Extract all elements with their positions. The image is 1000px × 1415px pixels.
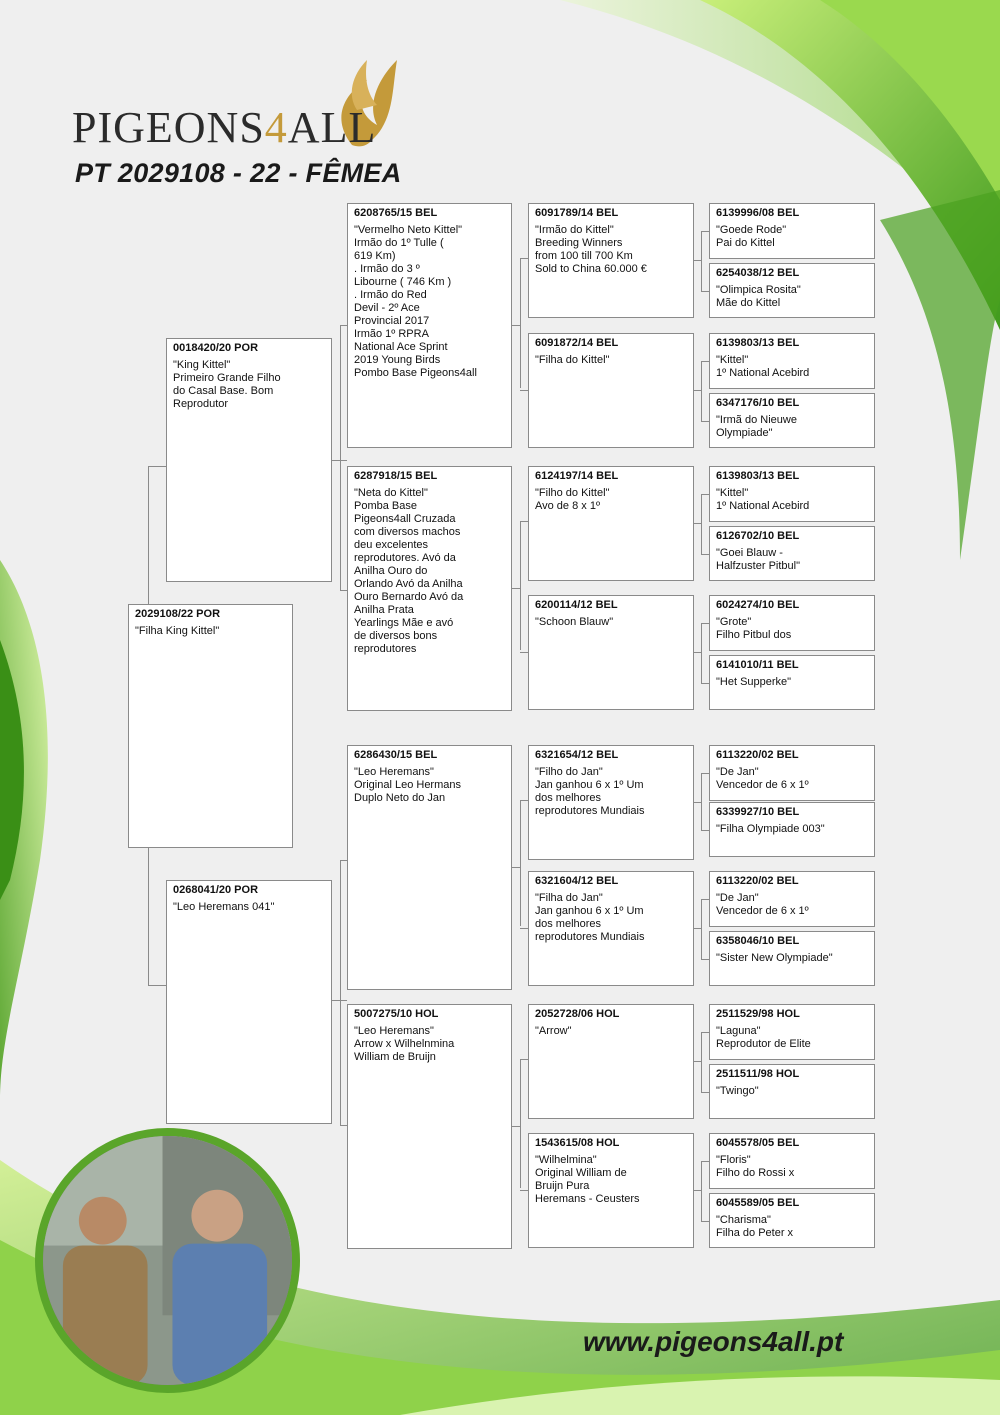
pedigree-box-gen5 <box>709 931 875 986</box>
bird-description: "Filho do Kittel" Avo de 8 x 1º <box>535 487 610 512</box>
ring-number: 6139996/08 BEL <box>716 207 800 219</box>
connector-line <box>701 494 709 495</box>
pedigree-box-gen5 <box>709 466 875 522</box>
connector-line <box>701 1092 709 1093</box>
pedigree-box-gen5 <box>709 1193 875 1248</box>
ring-number: 6091789/14 BEL <box>535 207 619 219</box>
pedigree-box-gen3 <box>347 466 512 711</box>
bird-description: "Leo Heremans" Arrow x Wilhelnmina William de Bruijn <box>354 1025 455 1063</box>
connector-line <box>701 554 709 555</box>
connector-line <box>701 899 709 900</box>
ring-number: 6358046/10 BEL <box>716 935 800 947</box>
connector-line <box>340 325 347 326</box>
ring-number: 6126702/10 BEL <box>716 530 800 542</box>
bird-description: "Twingo" <box>716 1085 759 1097</box>
bird-description: "Sister New Olympiade" <box>716 952 833 964</box>
pigeons4all-logo <box>72 50 402 150</box>
pedigree-box-gen5 <box>709 1004 875 1060</box>
pedigree-box-gen5 <box>709 203 875 259</box>
connector-line <box>701 899 702 959</box>
connector-line <box>701 291 709 292</box>
connector-line <box>701 421 709 422</box>
ring-number: 1543615/08 HOL <box>535 1137 620 1149</box>
website-url[interactable]: www.pigeons4all.pt <box>583 1326 844 1357</box>
pedigree-box-gen5 <box>709 263 875 318</box>
pedigree-box-gen4 <box>528 466 694 581</box>
ring-number: 0018420/20 POR <box>173 342 259 354</box>
connector-line <box>701 683 709 684</box>
bird-description: "De Jan" Vencedor de 6 x 1º <box>716 766 809 791</box>
bird-description: "Filha King Kittel" <box>135 625 220 637</box>
pedigree-box-gen4 <box>528 333 694 448</box>
connector-line <box>148 466 166 467</box>
bird-description: "Leo Heremans 041" <box>173 901 275 913</box>
connector-line <box>701 494 702 554</box>
bird-description: "Filha Olympiade 003" <box>716 823 825 835</box>
connector-line <box>520 1190 528 1191</box>
bird-description: "Irmã do Nieuwe Olympiade" <box>716 414 797 439</box>
bird-description: "Leo Heremans" Original Leo Hermans Duplo Neto do Jan <box>354 766 461 804</box>
connector-line <box>701 773 709 774</box>
connector-line <box>520 800 521 926</box>
pedigree-box-gen5 <box>709 333 875 389</box>
bird-description: "Goei Blauw - Halfzuster Pitbul" <box>716 547 800 572</box>
connector-line <box>148 466 149 604</box>
connector-line <box>701 1032 709 1033</box>
pedigree-box-gen5 <box>709 1064 875 1119</box>
ring-number: 6113220/02 BEL <box>716 749 799 761</box>
ring-number: 6339927/10 BEL <box>716 806 800 818</box>
connector-line <box>701 1032 702 1092</box>
ring-number: 6024274/10 BEL <box>716 599 800 611</box>
pedigree-box-gen4 <box>528 595 694 710</box>
connector-line <box>520 928 528 929</box>
connector-line <box>701 1161 702 1221</box>
bird-description: "Goede Rode" Pai do Kittel <box>716 224 787 249</box>
connector-line <box>340 590 347 591</box>
bird-description: "Arrow" <box>535 1025 572 1037</box>
connector-line <box>701 231 709 232</box>
bird-description: "Het Supperke" <box>716 676 792 688</box>
connector-line <box>520 1059 528 1060</box>
ring-number: 6091872/14 BEL <box>535 337 619 349</box>
pedigree-box-gen5 <box>709 871 875 927</box>
ring-number: 6045589/05 BEL <box>716 1197 800 1209</box>
connector-line <box>148 848 149 986</box>
bird-description: "Charisma" Filha do Peter x <box>716 1214 794 1239</box>
page-title: PT 2029108 - 22 - FÊMEA <box>75 158 402 188</box>
connector-line <box>520 258 521 388</box>
ring-number: 6254038/12 BEL <box>716 267 800 279</box>
pedigree-box-gen5 <box>709 526 875 581</box>
bird-description: "Olimpica Rosita" Mãe do Kittel <box>716 284 801 309</box>
connector-line <box>701 773 702 830</box>
connector-line <box>520 390 528 391</box>
bird-description: "Wilhelmina" Original William de Bruijn Pura Heremans - Ceusters <box>535 1154 640 1205</box>
ring-number: 6124197/14 BEL <box>535 470 619 482</box>
pedigree-box-sire <box>166 338 332 582</box>
ring-number: 2511529/98 HOL <box>716 1008 800 1020</box>
connector-line <box>701 1221 709 1222</box>
ring-number: 6347176/10 BEL <box>716 397 800 409</box>
connector-line <box>520 521 528 522</box>
bird-description: "Filha do Kittel" <box>535 354 610 366</box>
connector-line <box>340 325 341 590</box>
ring-number: 6139803/13 BEL <box>716 470 800 482</box>
ring-number: 5007275/10 HOL <box>354 1008 439 1020</box>
pedigree-box-gen5 <box>709 393 875 448</box>
connector-line <box>701 623 709 624</box>
connector-line <box>340 860 341 1125</box>
ring-number: 6200114/12 BEL <box>535 599 618 611</box>
ring-number: 6321604/12 BEL <box>535 875 619 887</box>
bird-description: "Kittel" 1º National Acebird <box>716 354 810 379</box>
bird-description: "Laguna" Reprodutor de Elite <box>716 1025 811 1050</box>
connector-line <box>701 361 702 421</box>
pedigree-box-gen4 <box>528 745 694 860</box>
connector-line <box>520 800 528 801</box>
bird-description: "Grote" Filho Pitbul dos <box>716 616 792 641</box>
pedigree-box-gen4 <box>528 1004 694 1119</box>
pedigree-box-gen4 <box>528 1133 694 1248</box>
connector-line <box>701 959 709 960</box>
connector-line <box>520 258 528 259</box>
ring-number: 0268041/20 POR <box>173 884 259 896</box>
ring-number: 6141010/11 BEL <box>716 659 799 671</box>
ring-number: 6287918/15 BEL <box>354 470 438 482</box>
pedigree-box-gen5 <box>709 745 875 801</box>
bird-description: "Vermelho Neto Kittel" Irmão do 1º Tulle ( 619 Km) . Irmão do 3 º Libourne ( 746 Km ) . Irmão do Red Devil - 2º Ace Provincial 2017 Irmão 1º RPRA National Ace Sprint 2019 Young Birds Pombo Base Pigeons4all <box>354 224 477 379</box>
pedigree-box-gen4 <box>528 871 694 986</box>
ring-number: 6208765/15 BEL <box>354 207 438 219</box>
bird-description: "Irmão do Kittel" Breeding Winners from 100 till 700 Km Sold to China 60.000 € <box>535 224 647 275</box>
connector-line <box>520 521 521 650</box>
connector-line <box>701 623 702 683</box>
breeders-photo <box>35 1128 300 1393</box>
bird-description: "Schoon Blauw" <box>535 616 614 628</box>
connector-line <box>701 361 709 362</box>
pedigree-box-subject <box>128 604 293 848</box>
ring-number: 6045578/05 BEL <box>716 1137 800 1149</box>
connector-line <box>701 1161 709 1162</box>
ring-number: 2511511/98 HOL <box>716 1068 800 1080</box>
pedigree-box-gen5 <box>709 1133 875 1189</box>
pedigree-box-gen5 <box>709 802 875 857</box>
bird-description: "King Kittel" Primeiro Grande Filho do Casal Base. Bom Reprodutor <box>173 359 281 410</box>
pedigree-box-gen5 <box>709 655 875 710</box>
ring-number: 6286430/15 BEL <box>354 749 438 761</box>
bird-description: "Kittel" 1º National Acebird <box>716 487 810 512</box>
ring-number: 6139803/13 BEL <box>716 337 800 349</box>
connector-line <box>520 652 528 653</box>
bird-description: "Filha do Jan" Jan ganhou 6 x 1º Um dos melhores reprodutores Mundiais <box>535 892 645 943</box>
ring-number: 6113220/02 BEL <box>716 875 799 887</box>
bird-description: "Floris" Filho do Rossi x <box>716 1154 795 1179</box>
connector-line <box>701 830 709 831</box>
pedigree-box-dam <box>166 880 332 1124</box>
pedigree-box-gen3 <box>347 203 512 448</box>
connector-line <box>520 1059 521 1188</box>
pedigree-box-gen3 <box>347 745 512 990</box>
pedigree-box-gen3 <box>347 1004 512 1249</box>
ring-number: 6321654/12 BEL <box>535 749 619 761</box>
pedigree-box-gen5 <box>709 595 875 651</box>
connector-line <box>340 860 347 861</box>
bird-description: "De Jan" Vencedor de 6 x 1º <box>716 892 809 917</box>
bird-description: "Neta do Kittel" Pomba Base Pigeons4all Cruzada com diversos machos deu excelentes reprodutores. Avó da Anilha Ouro do Orlando Avó da Anilha Ouro Bernardo Avó da Anilha Prata Yearlings Mãe e avó de diversos bons reprodutores <box>354 487 464 655</box>
logo-wordmark: PIGEONS4ALL <box>72 103 377 152</box>
connector-line <box>148 985 166 986</box>
ring-number: 2052728/06 HOL <box>535 1008 620 1020</box>
bird-description: "Filho do Jan" Jan ganhou 6 x 1º Um dos melhores reprodutores Mundiais <box>535 766 645 817</box>
connector-line <box>701 231 702 291</box>
ring-number: 2029108/22 POR <box>135 608 221 620</box>
pedigree-box-gen4 <box>528 203 694 318</box>
connector-line <box>340 1125 347 1126</box>
